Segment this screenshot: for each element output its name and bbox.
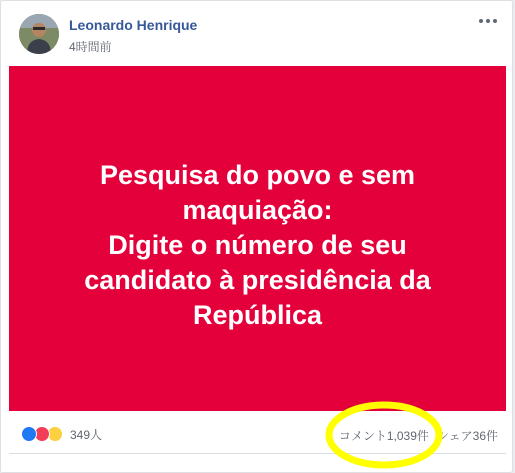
post-timestamp[interactable]: 4時間前: [69, 40, 112, 54]
avatar[interactable]: [19, 14, 59, 54]
reactions-summary[interactable]: [21, 426, 102, 442]
post-content-line: República: [192, 300, 323, 330]
author-name[interactable]: Leonardo Henrique: [69, 17, 198, 33]
post-content-line: maquiação:: [182, 195, 333, 225]
post-content-line: Digite o número de seu: [108, 230, 407, 260]
reaction-count[interactable]: 349人: [70, 427, 103, 442]
post-header: [1, 1, 512, 65]
share-count[interactable]: シェア36件: [436, 429, 498, 443]
post-content-banner[interactable]: [9, 66, 506, 411]
post-stats: [339, 427, 498, 444]
post-content-line: candidato à presidência da: [84, 265, 431, 295]
avatar-image: [19, 14, 59, 54]
like-reaction-icon: [21, 426, 37, 442]
comment-count[interactable]: コメント1,039件: [338, 429, 429, 443]
post-footer: [9, 413, 506, 454]
post-content-line: Pesquisa do povo e sem: [99, 160, 416, 190]
post-content-text: [48, 158, 468, 333]
more-options-icon[interactable]: [478, 15, 498, 27]
